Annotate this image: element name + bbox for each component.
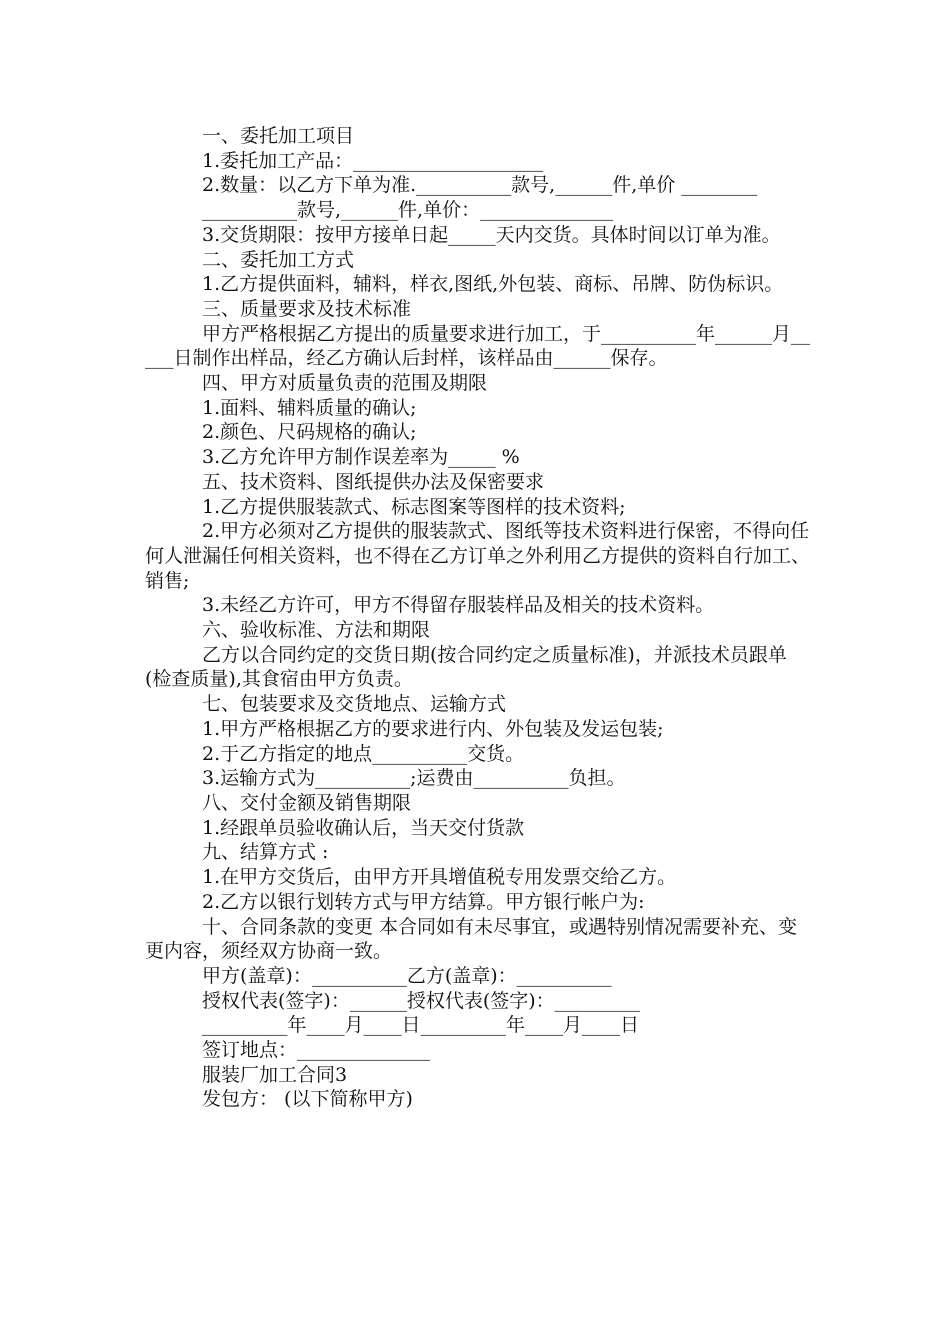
paragraph: 1.甲方严格根据乙方的要求进行内、外包装及发运包装;	[202, 717, 664, 740]
paragraph: 九、结算方式 :	[202, 841, 329, 864]
paragraph: 2.颜色、尺码规格的确认;	[202, 421, 417, 444]
paragraph: 授权代表(签字)：______授权代表(签字)：_________	[202, 989, 641, 1012]
paragraph: __________款号,______件,单价：______________	[202, 199, 614, 222]
paragraph: 3.运输方式为__________;运费由__________负担。	[202, 767, 626, 790]
paragraph: 二、委托加工方式	[202, 248, 355, 271]
paragraph: 服装厂加工合同3	[202, 1063, 348, 1086]
paragraph: 1.乙方提供服装款式、标志图案等图样的技术资料;	[202, 495, 626, 518]
paragraph: 3.未经乙方许可，甲方不得留存服装样品及相关的技术资料。	[202, 594, 715, 617]
paragraph: 甲方严格根据乙方提出的质量要求进行加工，于__________年______月_____日制作出样品，经乙方确认后封样，该样品由______保存。	[145, 322, 811, 370]
paragraph: 五、技术资料、图纸提供办法及保密要求	[202, 470, 545, 493]
paragraph: 乙方以合同约定的交货日期(按合同约定之质量标准)，并派技术员跟单(检查质量),其食宿由甲方负责。	[145, 643, 787, 691]
paragraph: 2.数量：以乙方下单为准.__________款号,______件,单价 ________	[202, 174, 758, 197]
paragraph: 一、委托加工项目	[202, 125, 355, 147]
paragraph: 六、验收标准、方法和期限	[202, 619, 431, 642]
paragraph: 3.乙方允许甲方制作误差率为_____ %	[202, 446, 520, 469]
paragraph: 2.甲方必须对乙方提供的服装款式、图纸等技术资料进行保密，不得向任何人泄漏任何相关资料，也不得在乙方订单之外利用乙方提供的资料自行加工、销售;	[145, 520, 811, 592]
contract-body	[145, 124, 810, 1112]
paragraph: 四、甲方对质量负责的范围及期限	[202, 372, 488, 395]
paragraph: 1.委托加工产品：____________________	[202, 149, 544, 172]
paragraph: 2.乙方以银行划转方式与甲方结算。甲方银行帐户为:	[202, 890, 645, 913]
paragraph: 甲方(盖章)：__________乙方(盖章)：__________	[202, 964, 612, 987]
paragraph: 1.乙方提供面料，辅料，样衣,图纸,外包装、商标、吊牌、防伪标识。	[202, 273, 784, 296]
paragraph: 发包方： (以下简称甲方)	[202, 1088, 413, 1111]
paragraph: 八、交付金额及销售期限	[202, 791, 412, 814]
paragraph: 十、合同条款的变更 本合同如有未尽事宜，或遇特别情况需要补充、变更内容，须经双方协商一致。	[145, 915, 798, 963]
paragraph: 1.面料、辅料质量的确认;	[202, 396, 417, 419]
paragraph: 1.经跟单员验收确认后，当天交付货款	[202, 816, 525, 839]
paragraph: 2.于乙方指定的地点__________交货。	[202, 742, 525, 765]
paragraph: 1.在甲方交货后，由甲方开具增值税专用发票交给乙方。	[202, 866, 677, 889]
paragraph: 3.交货期限：按甲方接单日起_____天内交货。具体时间以订单为准。	[202, 223, 781, 246]
paragraph: 七、包装要求及交货地点、运输方式	[202, 693, 507, 716]
paragraph: _________年____月____日_________年____月____日	[202, 1014, 640, 1037]
paragraph: 三、质量要求及技术标准	[202, 297, 412, 320]
paragraph: 签订地点：______________	[202, 1039, 431, 1062]
